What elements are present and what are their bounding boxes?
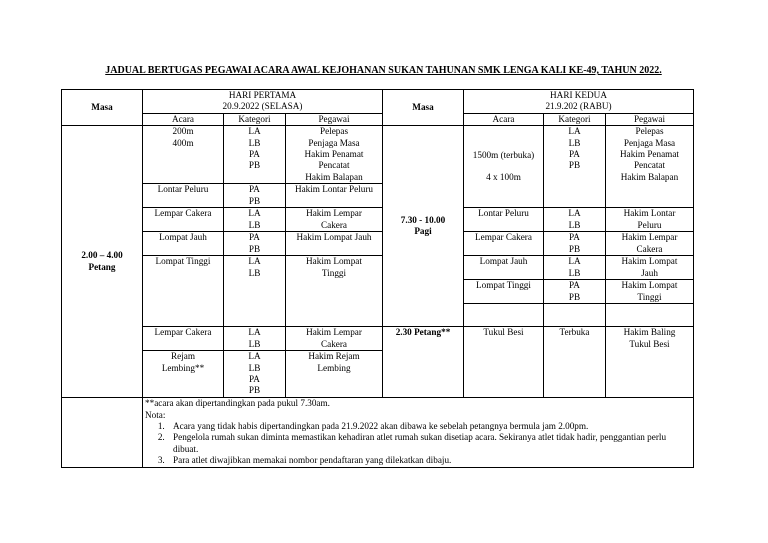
d1-r6-pegawai: Hakim Rejam Lembing (286, 351, 383, 398)
d2-r0-acara: 1500m (terbuka) 4 x 100m (464, 126, 544, 208)
d2-r4-acara: Lompat Tinggi (464, 280, 544, 304)
day1-header (143, 90, 383, 114)
masa-header-day1: Masa (62, 90, 143, 126)
day1-time (62, 126, 143, 398)
d2-r1-acara: Lontar Peluru (464, 208, 544, 232)
d1-r5-pegawai: Hakim Lempar Cakera (286, 327, 383, 351)
d1-r2-acara: Lempar Cakera (143, 208, 224, 232)
notes-cell (143, 398, 694, 468)
masa-header-day2: Masa (383, 90, 464, 126)
d1-r4-kategori: LA LB (224, 256, 286, 327)
document-title: JADUAL BERTUGAS PEGAWAI ACARA AWAL KEJOHANAN SUKAN TAHUNAN SMK LENGA KALI KE-49, TAHUN 2022. (105, 65, 662, 76)
notes-list (145, 421, 691, 467)
day1-date: 20.9.2022 (SELASA) (222, 101, 303, 112)
d2-empty-pegawai (606, 304, 694, 327)
day2-time-line2: Pagi (414, 226, 432, 237)
acara-header-day1: Acara (143, 113, 224, 125)
d1-r3-pegawai: Hakim Lompat Jauh (286, 232, 383, 256)
d2-r3-kategori: LA LB (544, 256, 606, 280)
d2-empty-acara (464, 304, 544, 327)
d1-r2-kategori: LA LB (224, 208, 286, 232)
note-item: 1. Acara yang tidak habis dipertandingkan pada 21.9.2022 akan dibawa ke sebelah petangnya bermula jam 2.00pm. (167, 421, 691, 432)
footer-blank (62, 398, 143, 468)
day2-time-line1: 7.30 - 10.00 (400, 214, 446, 225)
day2-time (383, 126, 464, 327)
d1-r4-pegawai: Hakim Lompat Tinggi (286, 256, 383, 327)
nota-label: Nota: (145, 409, 166, 420)
d2-r2-kategori: PA PB (544, 232, 606, 256)
d1-r1-pegawai: Hakim Lontar Peluru (286, 184, 383, 208)
d2-r1-kategori: LA LB (544, 208, 606, 232)
d2-r4-kategori: PA PB (544, 280, 606, 304)
d1-r5-acara: Lempar Cakera (143, 327, 224, 351)
d1-r0-pegawai: Pelepas Penjaga Masa Hakim Penamat Pencatat Hakim Balapan (286, 126, 383, 184)
day2-time2: 2.30 Petang** (383, 327, 464, 398)
d1-r3-acara: Lompat Jauh (143, 232, 224, 256)
day1-time-line2: Petang (88, 261, 116, 272)
d2-r4-pegawai: Hakim Lompat Tinggi (606, 280, 694, 304)
d1-r1-acara: Lontar Peluru (143, 184, 224, 208)
kategori-header-day2: Kategori (544, 113, 606, 125)
day2-title: HARI KEDUA (550, 90, 607, 100)
day2-header (464, 90, 694, 114)
d1-r0-kategori: LA LB PA PB (224, 126, 286, 184)
d2-r3-acara: Lompat Jauh (464, 256, 544, 280)
d2-r2-pegawai: Hakim Lempar Cakera (606, 232, 694, 256)
d2-r0-kategori: LA LB PA PB (544, 126, 606, 208)
d2-r5-acara: Tukul Besi (464, 327, 544, 398)
d2-r1-pegawai: Hakim Lontar Peluru (606, 208, 694, 232)
d1-r6-kategori: LA LB PA PB (224, 351, 286, 398)
d2-r0-pegawai: Pelepas Penjaga Masa Hakim Penamat Pencatat Hakim Balapan (606, 126, 694, 208)
d2-r5-pegawai: Hakim Baling Tukul Besi (606, 327, 694, 398)
asterisk-note: **acara akan dipertandingkan pada pukul 7.30am. (145, 398, 330, 409)
d2-r5-kategori: Terbuka (544, 327, 606, 398)
day1-title: HARI PERTAMA (228, 90, 297, 100)
pegawai-header-day2: Pegawai (606, 113, 694, 125)
note-item: 3. Para atlet diwajibkan memakai nombor pendaftaran yang dilekatkan dibaju. (167, 455, 691, 466)
d2-empty-kategori (544, 304, 606, 327)
d2-r3-pegawai: Hakim Lompat Jauh (606, 256, 694, 280)
d1-r2-pegawai: Hakim Lempar Cakera (286, 208, 383, 232)
pegawai-header-day1: Pegawai (286, 113, 383, 125)
d1-r6-acara: Rejam Lembing** (143, 351, 224, 398)
acara-header-day2: Acara (464, 113, 544, 125)
d2-r2-acara: Lempar Cakera (464, 232, 544, 256)
d1-r5-kategori: LA LB (224, 327, 286, 351)
note-item: 2. Pengelola rumah sukan diminta memastikan kehadiran atlet rumah sukan disetiap acara. Sekiranya atlet tidak hadir, penggantian perlu dibuat. (167, 432, 691, 455)
schedule-table (61, 89, 694, 468)
kategori-header-day1: Kategori (224, 113, 286, 125)
day2-date: 21.9.202 (RABU) (545, 101, 612, 112)
d1-r0-acara: 200m 400m (143, 126, 224, 184)
d1-r1-kategori: PA PB (224, 184, 286, 208)
day1-time-line1: 2.00 – 4.00 (81, 250, 123, 261)
d1-r3-kategori: PA PB (224, 232, 286, 256)
d1-r4-acara: Lompat Tinggi (143, 256, 224, 327)
